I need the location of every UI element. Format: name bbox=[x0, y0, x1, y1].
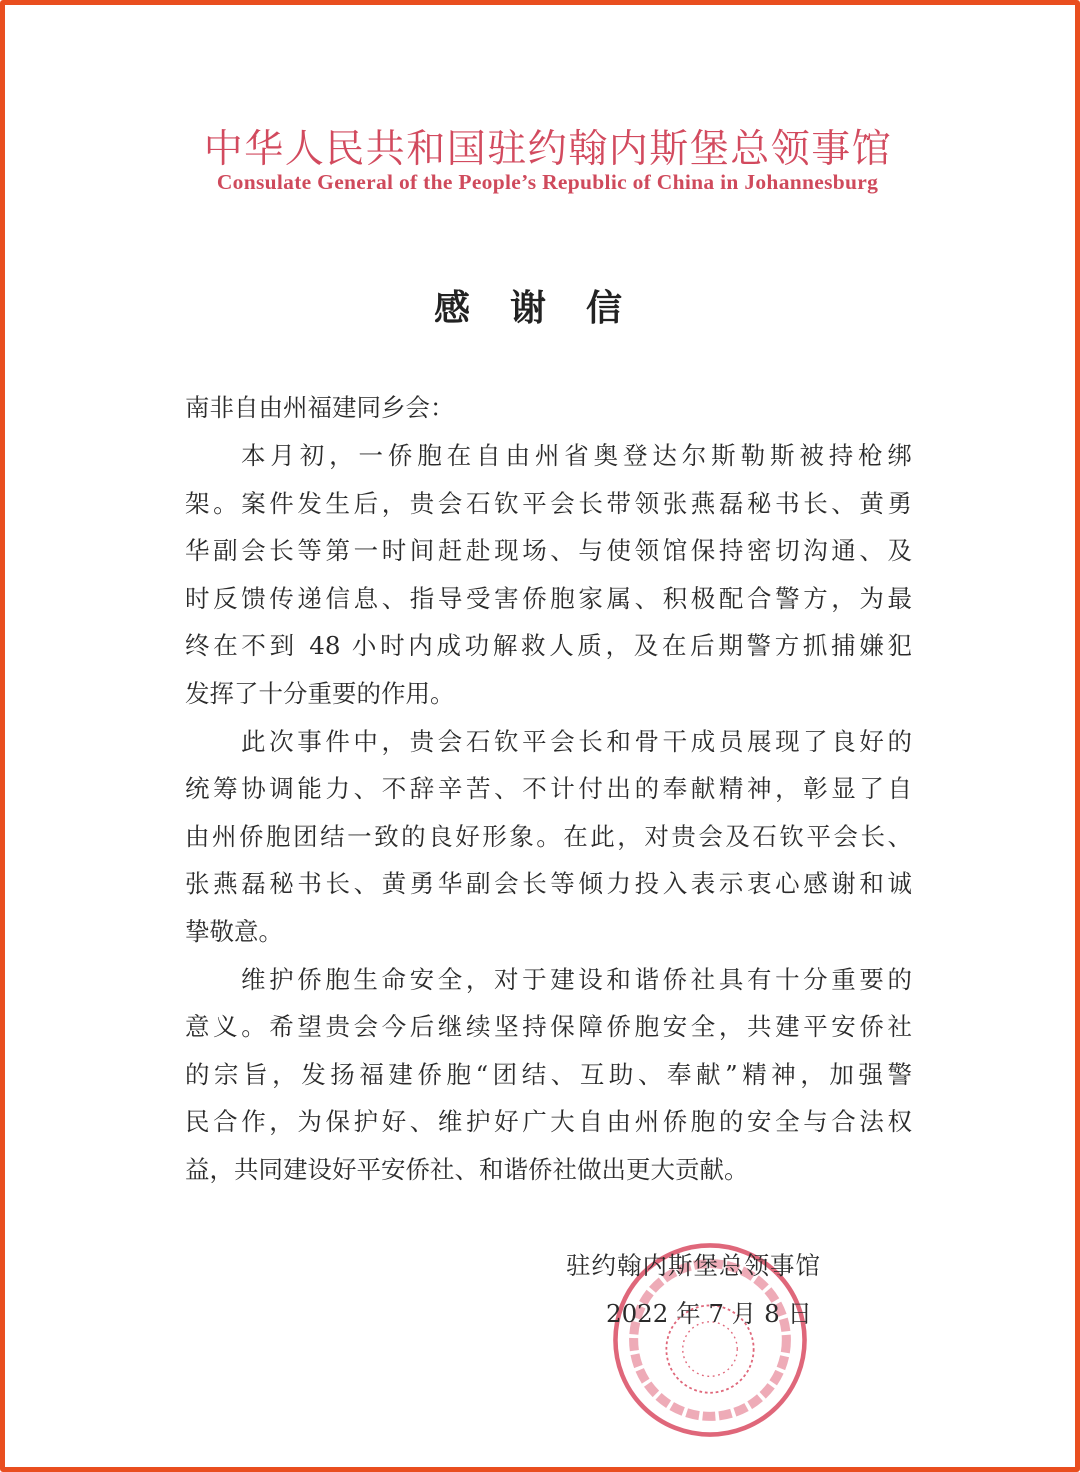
paragraph-2-line: 由州侨胞团结一致的良好形象。在此，对贵会及石钦平会长、 bbox=[185, 821, 912, 851]
paragraph-1-line: 架。案件发生后，贵会石钦平会长带领张燕磊秘书长、黄勇 bbox=[185, 488, 912, 518]
paragraph-1-line: 本月初，一侨胞在自由州省奥登达尔斯勒斯被持枪绑 bbox=[241, 441, 912, 470]
paragraph-1-line: 发挥了十分重要的作用。 bbox=[185, 679, 455, 708]
paragraph-2-line: 挚敬意。 bbox=[185, 917, 283, 946]
salutation: 南非自由州福建同乡会： bbox=[185, 393, 455, 422]
paragraph-1-line: 终在不到 48 小时内成功解救人质，及在后期警方抓捕嫌犯 bbox=[185, 631, 912, 661]
signature-org: 驻约翰内斯堡总领事馆 bbox=[566, 1251, 821, 1280]
paragraph-3-line: 益，共同建设好平安侨社、和谐侨社做出更大贡献。 bbox=[185, 1155, 749, 1184]
paragraph-2-line: 统筹协调能力、不辞辛苦、不计付出的奉献精神，彰显了自 bbox=[185, 774, 912, 804]
paragraph-3-line: 的宗旨，发扬福建侨胞“团结、互助、奉献”精神，加强警 bbox=[185, 1059, 912, 1089]
paragraph-1-line: 时反馈传递信息、指导受害侨胞家属、积极配合警方，为最 bbox=[185, 583, 912, 613]
paragraph-2-line: 张燕磊秘书长、黄勇华副会长等倾力投入表示衷心感谢和诚 bbox=[185, 869, 912, 899]
paragraph-1-line: 华副会长等第一时间赶赴现场、与使领馆保持密切沟通、及 bbox=[185, 536, 912, 566]
letterhead-chinese: 中华人民共和国驻约翰内斯堡总领事馆 bbox=[203, 127, 893, 172]
signature-date: 2022 年 7 月 8 日 bbox=[606, 1299, 812, 1328]
paragraph-2-line: 此次事件中，贵会石钦平会长和骨干成员展现了良好的 bbox=[241, 726, 912, 756]
paragraph-3-line: 民合作，为保护好、维护好广大自由州侨胞的安全与合法权 bbox=[185, 1107, 912, 1137]
letter-title: 感谢信 bbox=[433, 288, 662, 329]
letterhead-english: Consulate General of the People’s Republic of China in Johannesburg bbox=[216, 170, 879, 194]
paragraph-3-line: 意义。希望贵会今后继续坚持保障侨胞安全，共建平安侨社 bbox=[185, 1012, 912, 1042]
paragraph-3-line: 维护侨胞生命安全，对于建设和谐侨社具有十分重要的 bbox=[241, 964, 912, 994]
